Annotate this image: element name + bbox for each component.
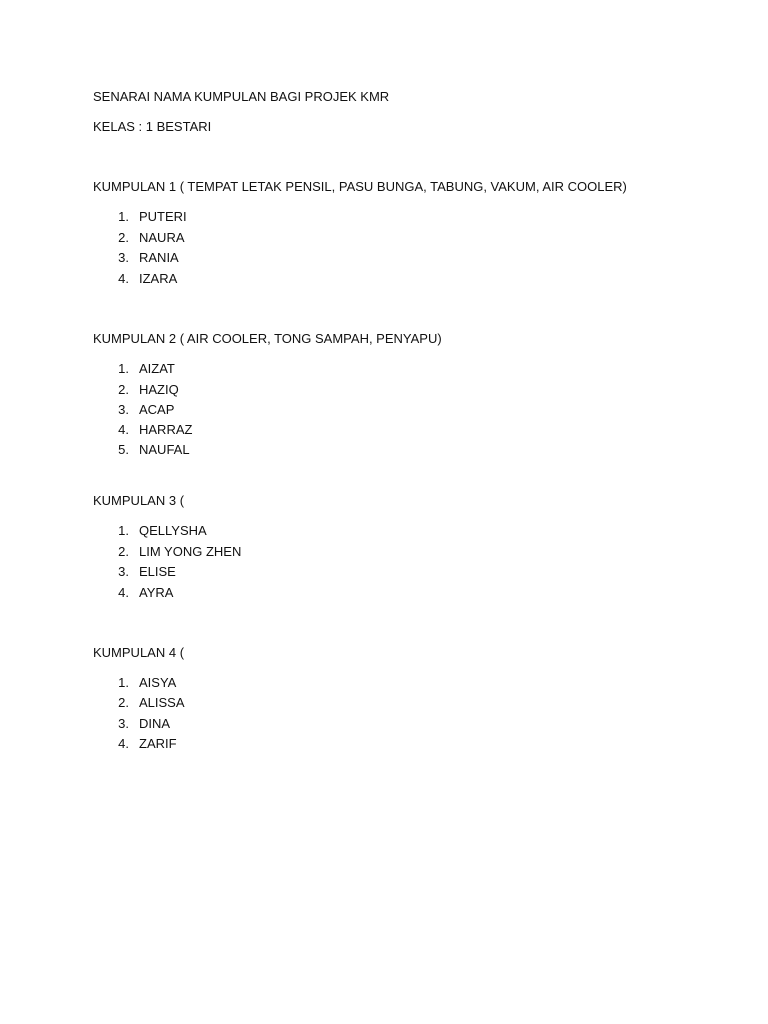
member-name: RANIA	[139, 250, 179, 265]
member-name: HARRAZ	[139, 422, 193, 437]
group-heading-1: KUMPULAN 1 ( TEMPAT LETAK PENSIL, PASU BUNGA, TABUNG, VAKUM, AIR COOLER)	[93, 179, 627, 194]
member-name: AISYA	[139, 675, 177, 690]
list-number: 5.	[118, 442, 129, 457]
list-number: 3.	[118, 564, 129, 579]
list-number: 4.	[118, 422, 129, 437]
list-number: 1.	[118, 523, 129, 538]
member-name: ELISE	[139, 564, 176, 579]
group-heading-3: KUMPULAN 3 (	[93, 493, 185, 508]
document-title: SENARAI NAMA KUMPULAN BAGI PROJEK KMR	[93, 89, 390, 104]
list-number: 4.	[118, 585, 129, 600]
list-number: 1.	[118, 675, 129, 690]
class-label: KELAS : 1 BESTARI	[93, 119, 212, 134]
list-number: 3.	[118, 402, 129, 417]
group-heading-4: KUMPULAN 4 (	[93, 645, 185, 660]
member-name: QELLYSHA	[139, 523, 207, 538]
list-number: 3.	[118, 250, 129, 265]
list-number: 2.	[118, 544, 129, 559]
list-number: 4.	[118, 271, 129, 286]
list-number: 2.	[118, 695, 129, 710]
group-heading-2: KUMPULAN 2 ( AIR COOLER, TONG SAMPAH, PENYAPU)	[93, 331, 442, 346]
list-number: 2.	[118, 230, 129, 245]
list-number: 2.	[118, 382, 129, 397]
member-name: AYRA	[139, 585, 174, 600]
member-name: NAURA	[139, 230, 185, 245]
list-number: 4.	[118, 736, 129, 751]
member-name: PUTERI	[139, 209, 187, 224]
member-name: ZARIF	[139, 736, 177, 751]
member-name: ALISSA	[139, 695, 185, 710]
list-number: 1.	[118, 209, 129, 224]
member-name: LIM YONG ZHEN	[139, 544, 242, 559]
member-name: AIZAT	[139, 361, 175, 376]
list-number: 3.	[118, 716, 129, 731]
list-number: 1.	[118, 361, 129, 376]
member-name: HAZIQ	[139, 382, 179, 397]
member-name: ACAP	[139, 402, 175, 417]
member-name: IZARA	[139, 271, 178, 286]
member-name: DINA	[139, 716, 171, 731]
member-name: NAUFAL	[139, 442, 190, 457]
